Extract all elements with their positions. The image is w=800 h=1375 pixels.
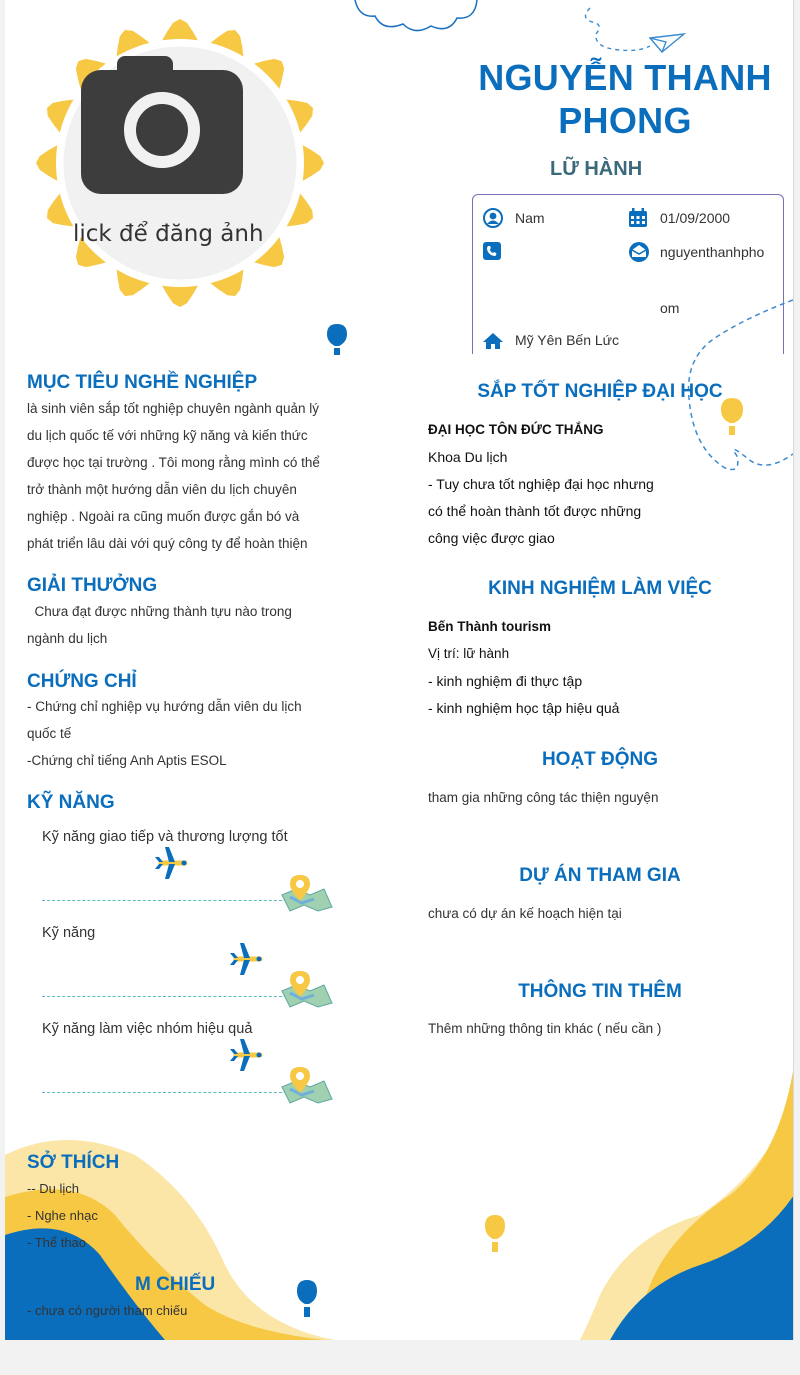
paper-plane-icon bbox=[580, 4, 690, 60]
education-line-3: công việc được giao bbox=[428, 530, 555, 546]
career-goal-line: trở thành một hướng dẫn viên du lịch chuyên bbox=[27, 482, 297, 497]
airplane-icon bbox=[153, 845, 187, 881]
skill-progress-track bbox=[42, 1092, 292, 1093]
email-icon bbox=[628, 242, 650, 262]
camera-icon bbox=[81, 70, 243, 194]
education-line-1: - Tuy chưa tốt nghiệp đại học nhưng bbox=[428, 476, 654, 492]
awards-line-1: Chưa đạt được những thành tựu nào trong bbox=[27, 604, 292, 619]
experience-title: KINH NGHIỆM LÀM VIỆC bbox=[488, 578, 712, 599]
skill-progress-track bbox=[42, 996, 292, 997]
career-goal-line: phát triển lâu dài với quý công ty để hoàn thiện bbox=[27, 536, 308, 551]
birthday-value: 01/09/2000 bbox=[660, 210, 731, 226]
awards-title: GIẢI THƯỞNG bbox=[27, 575, 158, 596]
skill-name: Kỹ năng làm việc nhóm hiệu quả bbox=[42, 1021, 253, 1037]
map-pin-icon bbox=[280, 969, 336, 1007]
map-pin-icon bbox=[280, 1065, 336, 1103]
references-title: M CHIẾU bbox=[135, 1274, 216, 1295]
photo-upload-label[interactable]: lick để đăng ảnh bbox=[73, 221, 264, 247]
references-text: - chưa có người tham chiếu bbox=[27, 1303, 188, 1318]
email-value-line2: om bbox=[660, 300, 680, 316]
more-info-text: Thêm những thông tin khác ( nếu cần ) bbox=[428, 1021, 662, 1036]
map-pin-icon bbox=[280, 873, 336, 911]
hobby-item: -- Du lịch bbox=[27, 1181, 80, 1196]
experience-line-2: - kinh nghiệm học tập hiệu quả bbox=[428, 700, 620, 716]
career-goal-line: nghiệp . Ngoài ra cũng muốn được gắn bó và bbox=[27, 509, 300, 524]
home-icon bbox=[483, 332, 503, 350]
activities-text: tham gia những công tác thiện nguyện bbox=[428, 790, 659, 805]
address-value: Mỹ Yên Bến Lức bbox=[515, 332, 620, 348]
career-goal-line: du lịch quốc tế với những kỹ năng và kiến thức bbox=[27, 428, 308, 443]
wave-decoration-right bbox=[580, 1065, 794, 1340]
airplane-icon bbox=[228, 1037, 262, 1073]
user-icon bbox=[483, 208, 503, 228]
company-name: Bến Thành tourism bbox=[428, 619, 552, 634]
skill-progress-track bbox=[42, 900, 292, 901]
balloon-icon-yellow bbox=[721, 398, 743, 438]
skill-name: Kỹ năng bbox=[42, 925, 96, 941]
hobbies-title: SỞ THÍCH bbox=[27, 1152, 120, 1173]
activities-title: HOẠT ĐỘNG bbox=[541, 749, 659, 770]
certificate-line-3: -Chứng chỉ tiếng Anh Aptis ESOL bbox=[27, 753, 227, 768]
skills-title: KỸ NĂNG bbox=[27, 792, 115, 813]
position-text: Vị trí: lữ hành bbox=[428, 646, 510, 661]
projects-title: DỰ ÁN THAM GIA bbox=[519, 865, 681, 886]
faculty-name: Khoa Du lịch bbox=[428, 449, 508, 465]
email-value-line1: nguyenthanhpho bbox=[660, 244, 765, 260]
career-goal-line: được học tại trường . Tôi mong rằng mình có thể bbox=[27, 455, 320, 470]
cloud-decoration-icon bbox=[353, 0, 483, 36]
skill-name: Kỹ năng giao tiếp và thương lượng tốt bbox=[42, 829, 288, 845]
awards-line-2: ngành du lịch bbox=[27, 631, 108, 646]
name-line-2: PHONG bbox=[558, 100, 692, 141]
hobby-item: - Thể thao bbox=[27, 1235, 87, 1250]
projects-text: chưa có dự án kế hoạch hiện tại bbox=[428, 906, 622, 921]
career-goal-title: MỤC TIÊU NGHỀ NGHIỆP bbox=[27, 372, 258, 393]
balloon-icon bbox=[327, 324, 347, 356]
career-goal-line: là sinh viên sắp tốt nghiệp chuyên ngành quản lý bbox=[27, 401, 319, 416]
phone-icon bbox=[483, 242, 501, 260]
job-title: LỮ HÀNH bbox=[550, 158, 643, 180]
more-info-title: THÔNG TIN THÊM bbox=[518, 981, 682, 1002]
certificate-line-1: - Chứng chỉ nghiệp vụ hướng dẫn viên du lịch bbox=[27, 699, 302, 714]
calendar-icon bbox=[628, 208, 648, 228]
airplane-icon bbox=[228, 941, 262, 977]
balloon-icon bbox=[297, 1280, 317, 1320]
hobby-item: - Nghe nhạc bbox=[27, 1208, 98, 1223]
candidate-name bbox=[460, 56, 790, 142]
education-title: SẮP TỐT NGHIỆP ĐẠI HỌC bbox=[477, 381, 723, 402]
career-goal-text bbox=[27, 395, 334, 557]
cv-page bbox=[5, 0, 794, 1340]
gender-value: Nam bbox=[515, 210, 545, 226]
balloon-icon-yellow bbox=[485, 1215, 505, 1255]
experience-line-1: - kinh nghiệm đi thực tập bbox=[428, 673, 583, 689]
certificates-title: CHỨNG CHỈ bbox=[27, 671, 137, 692]
school-name: ĐẠI HỌC TÔN ĐỨC THẮNG bbox=[428, 422, 604, 437]
education-line-2: có thể hoàn thành tốt được những bbox=[428, 503, 642, 519]
certificate-line-2: quốc tế bbox=[27, 726, 72, 741]
name-line-1: NGUYỄN THANH bbox=[478, 57, 772, 98]
